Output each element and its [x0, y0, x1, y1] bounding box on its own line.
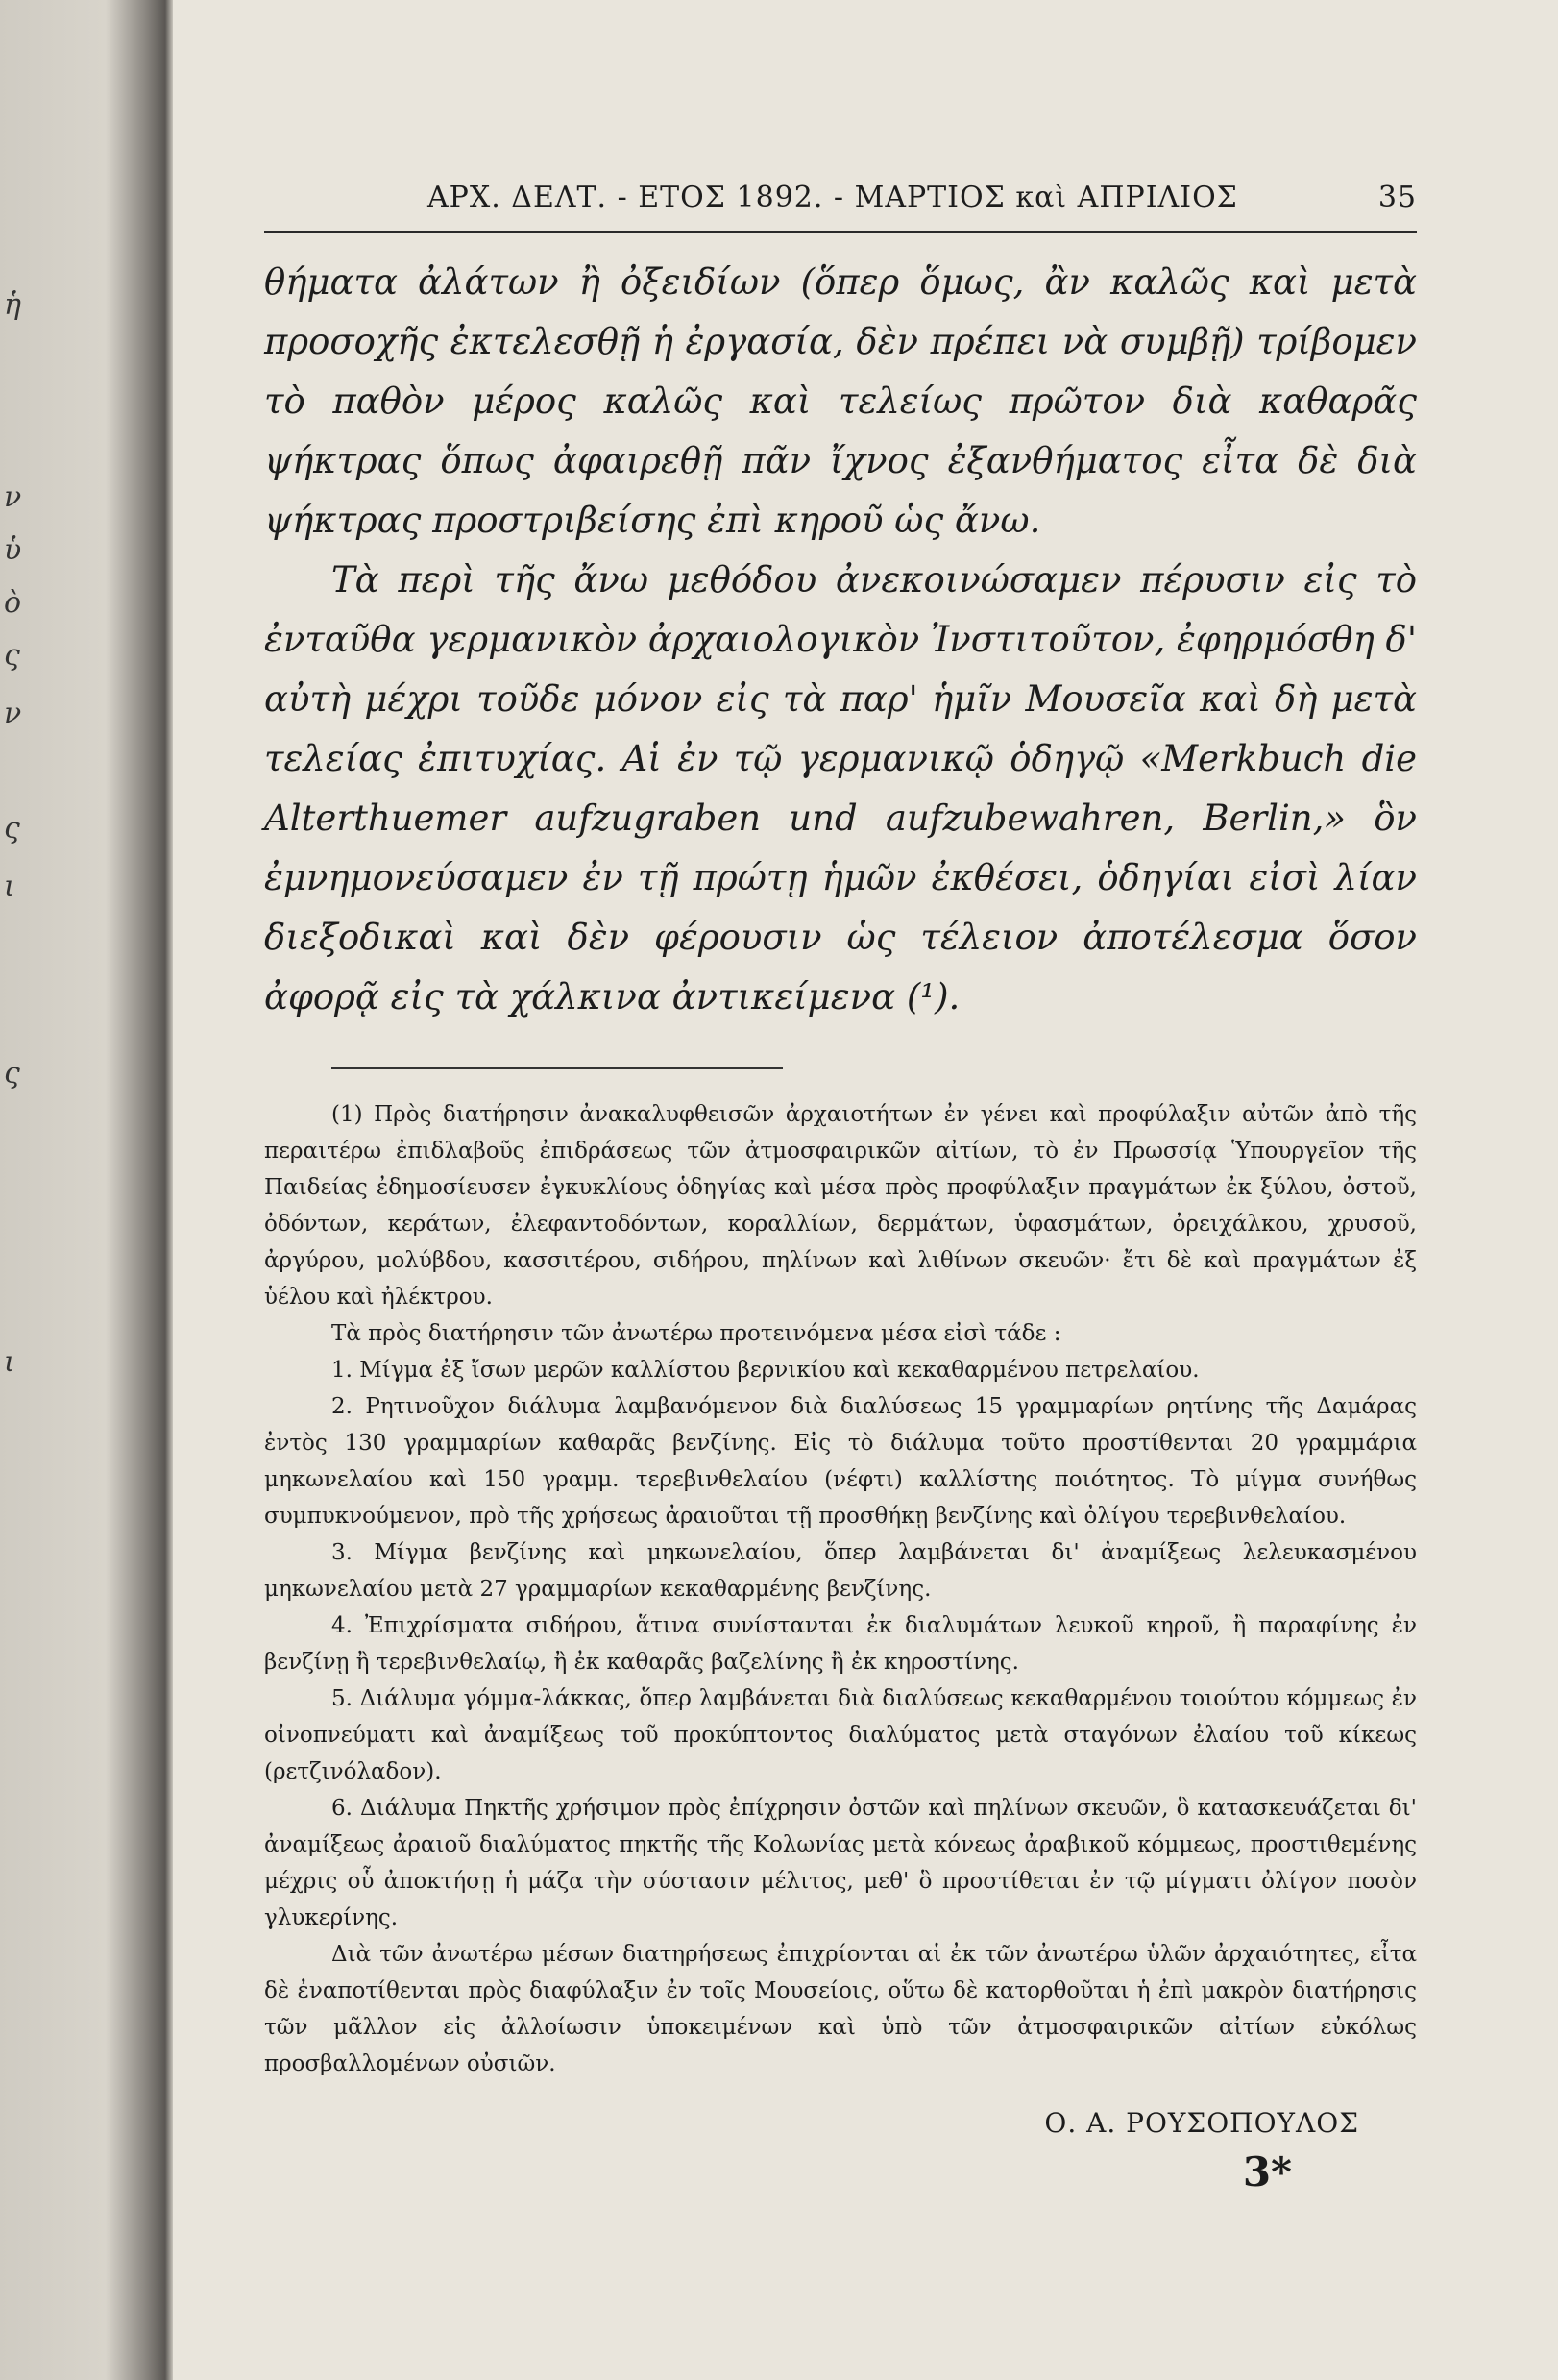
- author-signature: Ο. Α. ΡΟΥΣΟΠΟΥΛΟΣ: [1044, 2107, 1359, 2139]
- footnote-lead: Τὰ πρὸς διατήρησιν τῶν ἀνωτέρω προτεινόμενα μέσα εἰσὶ τάδε :: [331, 1321, 1061, 1346]
- footnote-item: 3. Μίγμα βενζίνης καὶ μηκωνελαίου, ὅπερ λαμβάνεται δι' ἀναμίξεως λελευκασμένου μηκωνελαίου μετὰ 27 γραμμαρίων κεκαθαρμένης βενζίνης.: [264, 1540, 1417, 1602]
- margin-fragment: ι: [4, 870, 15, 903]
- adjacent-page-fragments: [0, 0, 29, 2380]
- margin-fragment: ς: [4, 1057, 20, 1091]
- footnote-rule: [331, 1067, 783, 1069]
- margin-fragment: ς: [4, 812, 20, 846]
- margin-fragment: ὑ: [4, 533, 22, 567]
- margin-fragment: ν: [4, 480, 22, 514]
- footnote-item: 1. Μίγμα ἐξ ἴσων μερῶν καλλίστου βερνικίου καὶ κεκαθαρμένου πετρελαίου.: [331, 1358, 1200, 1383]
- footnote-item: 2. Ρητινοῦχον διάλυμα λαμβανόμενον διὰ διαλύσεως 15 γραμμαρίων ρητίνης τῆς Δαμάρας ἐντὸς 130 γραμμαρίων καθαρᾶς βενζίνης. Εἰς τὸ διάλυμα τοῦτο προστίθενται 20 γραμμάρια μηκωνελαίου καὶ 150 γραμμ. τερεβινθελαίου (νέφτι) καλλίστης ποιότητος. Τὸ μίγμα συνήθως συμπυκνούμενον, πρὸ τῆς χρήσεως ἀραιοῦται τῇ προσθήκῃ βενζίνης καὶ ὀλίγου τερεβινθελαίου.: [264, 1394, 1417, 1529]
- footnote-closing: Διὰ τῶν ἀνωτέρω μέσων διατηρήσεως ἐπιχρίονται αἱ ἐκ τῶν ἀνωτέρω ὑλῶν ἀρχαιότητες, εἶτα δὲ ἐναποτίθενται πρὸς διαφύλαξιν ἐν τοῖς Μουσείοις, οὕτω δὲ κατορθοῦται ἡ ἐπὶ μακρὸν διατήρησις τῶν μᾶλλον εἰς ἀλλοίωσιν ὑποκειμένων καὶ ὑπὸ τῶν ἀτμοσφαιρικῶν αἰτίων εὐκόλως προσβαλλομένων οὐσιῶν.: [264, 1942, 1417, 2076]
- footnote: [264, 1096, 1417, 2082]
- margin-fragment: ν: [4, 697, 22, 730]
- footnote-item: 4. Ἐπιχρίσματα σιδήρου, ἅτινα συνίστανται ἐκ διαλυμάτων λευκοῦ κηροῦ, ἢ παραφίνης ἐν βενζίνῃ ἢ τερεβινθελαίῳ, ἢ ἐκ καθαρᾶς βαζελίνης ἢ ἐκ κηροστίνης.: [264, 1613, 1417, 1675]
- page-number: 35: [1377, 181, 1417, 214]
- running-header: [264, 173, 1417, 233]
- footnote-intro: (1) Πρὸς διατήρησιν ἀνακαλυφθεισῶν ἀρχαιοτήτων ἐν γένει καὶ προφύλαξιν αὐτῶν ἀπὸ τῆς περαιτέρω ἐπιδλαβοῦς ἐπιδράσεως τῶν ἀτμοσφαιρικῶν αἰτίων, τὸ ἐν Πρωσσίᾳ Ὑπουργεῖον τῆς Παιδείας ἐδημοσίευσεν ἐγκυκλίους ὁδηγίας καὶ μέσα πρὸς προφύλαξιν πραγμάτων ἐκ ξύλου, ὀστοῦ, ὀδόντων, κεράτων, ἐλεφαντοδόντων, κοραλλίων, δερμάτων, ὑφασμάτων, ὀρειχάλκου, χρυσοῦ, ἀργύρου, μολύβδου, κασσιτέρου, σιδήρου, πηλίνων καὶ λιθίνων σκευῶν· ἔτι δὲ καὶ πραγμάτων ἐξ ὑέλου καὶ ἠλέκτρου.: [264, 1102, 1417, 1310]
- margin-fragment: ι: [4, 1345, 15, 1379]
- margin-fragment: ὸ: [4, 586, 22, 620]
- running-title: ΑΡΧ. ΔΕΛΤ. - ΕΤΟΣ 1892. - ΜΑΡΤΙΟΣ καὶ ΑΠΡΙΛΙΟΣ: [427, 181, 1238, 214]
- paragraph: θήματα ἀλάτων ἢ ὀξειδίων (ὅπερ ὅμως, ἂν καλῶς καὶ μετὰ προσοχῆς ἐκτελεσθῇ ἡ ἐργασία, δὲν πρέπει νὰ συμβῇ) τρίβομεν τὸ παθὸν μέρος καλῶς καὶ τελείως πρῶτον διὰ καθαρᾶς ψήκτρας ὅπως ἀφαιρεθῇ πᾶν ἴχνος ἐξανθήματος εἶτα δὲ διὰ ψήκτρας προστριβείσης ἐπὶ κηροῦ ὡς ἄνω.: [264, 261, 1417, 541]
- margin-fragment: ς: [4, 639, 20, 673]
- margin-fragment: ἡ: [4, 288, 21, 322]
- footnote-item: 6. Διάλυμα Πηκτῆς χρήσιμον πρὸς ἐπίχρησιν ὀστῶν καὶ πηλίνων σκευῶν, ὃ κατασκευάζεται δι' ἀναμίξεως ἀραιοῦ διαλύματος πηκτῆς τῆς Κολωνίας μετὰ κόνεως ἀραβικοῦ κόμμεως, προστιθεμένης μέχρις οὗ ἀποκτήσῃ ἡ μάζα τὴν σύστασιν μέλιτος, μεθ' ὃ προστίθεται ἐν τῷ μίγματι ὀλίγον ποσὸν γλυκερίνης.: [264, 1796, 1417, 1930]
- footnote-item: 5. Διάλυμα γόμμα-λάκκας, ὅπερ λαμβάνεται διὰ διαλύσεως κεκαθαρμένου τοιούτου κόμμεως ἐν οἰνοπνεύματι καὶ ἀναμίξεως τοῦ προκύπτοντος διαλύματος μετὰ σταγόνων ἐλαίου τοῦ κίκεως (ρετζινόλαδον).: [264, 1686, 1417, 1784]
- main-text: [264, 253, 1417, 1027]
- signature-mark: 3*: [1242, 2148, 1292, 2196]
- document-page: [264, 173, 1417, 2196]
- paragraph: Τὰ περὶ τῆς ἄνω μεθόδου ἀνεκοινώσαμεν πέρυσιν εἰς τὸ ἐνταῦθα γερμανικὸν ἀρχαιολογικὸν Ἰνστιτοῦτον, ἐφηρμόσθη δ' αὐτὴ μέχρι τοῦδε μόνον εἰς τὰ παρ' ἡμῖν Μουσεῖα καὶ δὴ μετὰ τελείας ἐπιτυχίας. Αἱ ἐν τῷ γερμανικῷ ὁδηγῷ «Merkbuch die Alterthuemer aufzugraben und aufzubewahren, Berlin,» ὃν ἐμνημονεύσαμεν ἐν τῇ πρώτῃ ἡμῶν ἐκθέσει, ὁδηγίαι εἰσὶ λίαν διεξοδικαὶ καὶ δὲν φέρουσιν ὡς τέλειον ἀποτέλεσμα ὅσον ἀφορᾷ εἰς τὰ χάλκινα ἀντικείμενα (¹).: [264, 559, 1417, 1018]
